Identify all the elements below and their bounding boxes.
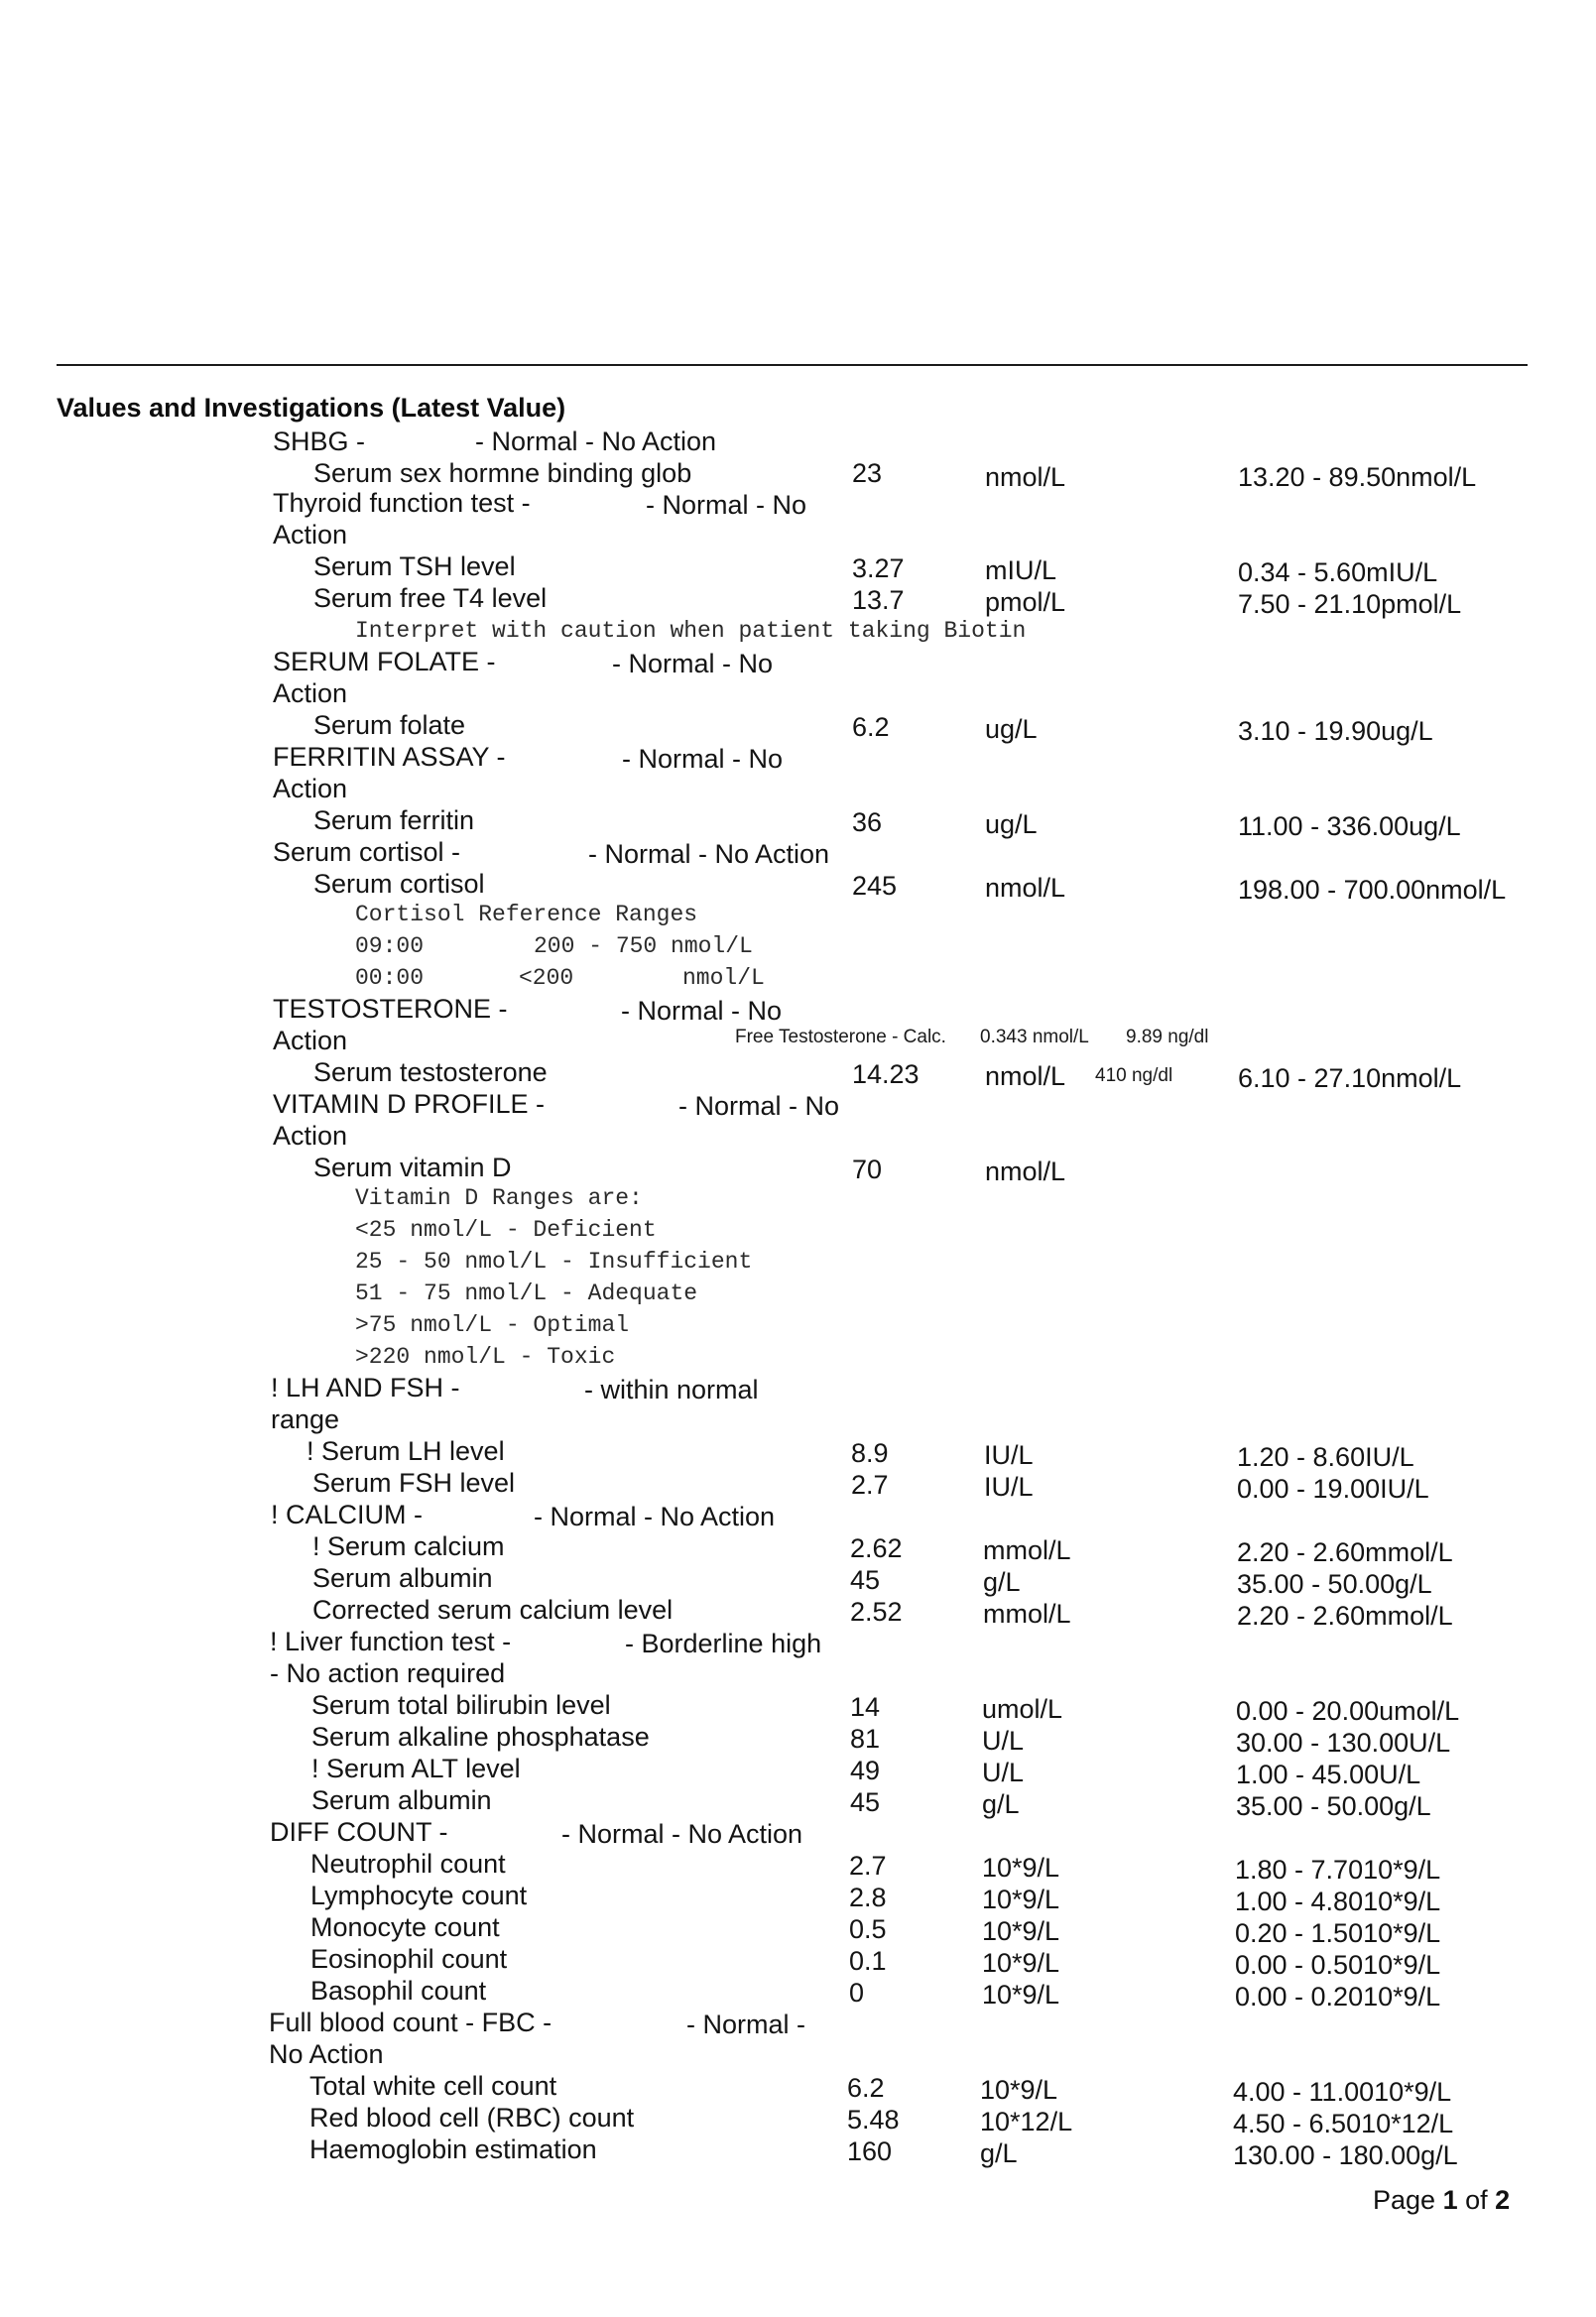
- reference-range: 0.00 - 19.00IU/L: [1237, 1474, 1429, 1504]
- group-heading: Full blood count - FBC -: [269, 2008, 552, 2037]
- test-unit: g/L: [980, 2138, 1018, 2168]
- group-heading: ! CALCIUM -: [271, 1500, 424, 1529]
- test-note: 200 - 750 nmol/L: [534, 933, 753, 959]
- test-note: 09:00: [355, 933, 425, 959]
- group-status: No Action: [269, 2039, 384, 2069]
- test-unit: 10*9/L: [982, 1948, 1060, 1978]
- test-value: 2.7: [849, 1851, 887, 1881]
- test-name: Serum alkaline phosphatase: [311, 1722, 650, 1752]
- handwritten-note: 410 ng/dl: [1095, 1065, 1173, 1086]
- section-title: Values and Investigations (Latest Value): [57, 393, 566, 423]
- test-value: 49: [850, 1756, 881, 1785]
- group-status: - Normal -: [686, 2010, 805, 2039]
- group-heading: SHBG -: [273, 427, 366, 456]
- group-status: range: [271, 1404, 340, 1434]
- test-note: >75 nmol/L - Optimal: [355, 1312, 630, 1338]
- test-name: ! Serum LH level: [307, 1436, 505, 1466]
- test-value: 6.2: [847, 2073, 885, 2103]
- test-unit: 10*9/L: [982, 1980, 1060, 2010]
- test-value: 81: [850, 1724, 881, 1754]
- test-unit: nmol/L: [985, 1061, 1066, 1091]
- page-total: 2: [1495, 2185, 1511, 2215]
- test-unit: U/L: [982, 1726, 1025, 1756]
- test-name: Eosinophil count: [310, 1944, 508, 1974]
- test-value: 23: [852, 458, 883, 488]
- page-of: of: [1465, 2185, 1488, 2215]
- group-status: Action: [273, 774, 348, 803]
- test-name: Neutrophil count: [310, 1849, 506, 1879]
- group-status: Action: [273, 678, 348, 708]
- reference-range: 1.20 - 8.60IU/L: [1237, 1442, 1414, 1472]
- reference-range: 1.00 - 45.00U/L: [1236, 1760, 1421, 1789]
- test-name: Monocyte count: [310, 1912, 500, 1942]
- test-unit: 10*9/L: [982, 1916, 1060, 1946]
- group-status: - Borderline high: [625, 1629, 822, 1658]
- reference-range: 1.00 - 4.8010*9/L: [1235, 1887, 1441, 1916]
- test-note: <200: [519, 965, 574, 991]
- group-heading: Thyroid function test -: [273, 488, 531, 518]
- test-unit: IU/L: [984, 1440, 1034, 1470]
- test-note: Vitamin D Ranges are:: [355, 1185, 643, 1211]
- test-note: 25 - 50 nmol/L - Insufficient: [355, 1249, 753, 1275]
- test-value: 2.8: [849, 1883, 887, 1912]
- test-value: 5.48: [847, 2105, 900, 2134]
- reference-range: 4.00 - 11.0010*9/L: [1233, 2077, 1452, 2107]
- group-heading: DIFF COUNT -: [270, 1817, 448, 1847]
- test-name: Lymphocyte count: [310, 1881, 528, 1910]
- test-name: Basophil count: [310, 1976, 487, 2006]
- test-note: Cortisol Reference Ranges: [355, 902, 698, 927]
- test-value: 8.9: [851, 1438, 889, 1468]
- group-heading: Serum cortisol -: [273, 837, 461, 867]
- group-status: Action: [273, 1026, 348, 1055]
- test-value: 13.7: [852, 585, 905, 615]
- group-heading: FERRITIN ASSAY -: [273, 742, 506, 772]
- group-status: - No action required: [270, 1658, 506, 1688]
- reference-range: 35.00 - 50.00g/L: [1236, 1791, 1431, 1821]
- reference-range: 7.50 - 21.10pmol/L: [1238, 589, 1462, 619]
- test-name: Serum sex hormne binding glob: [313, 458, 692, 488]
- test-name: Serum cortisol: [313, 869, 485, 899]
- test-note: nmol/L: [682, 965, 765, 991]
- group-status: - Normal - No: [646, 490, 807, 520]
- test-name: Haemoglobin estimation: [309, 2134, 597, 2164]
- test-name: Serum testosterone: [313, 1057, 548, 1087]
- page-word: Page: [1373, 2185, 1436, 2215]
- test-unit: ug/L: [985, 714, 1038, 744]
- group-heading: TESTOSTERONE -: [273, 994, 508, 1024]
- group-status: - Normal - No Action: [561, 1819, 803, 1849]
- test-value: 45: [850, 1565, 881, 1595]
- test-note: 00:00: [355, 965, 425, 991]
- reference-range: 2.20 - 2.60mmol/L: [1237, 1601, 1453, 1631]
- test-note: 51 - 75 nmol/L - Adequate: [355, 1280, 698, 1306]
- handwritten-note: 9.89 ng/dl: [1126, 1027, 1209, 1047]
- group-status: Action: [273, 1121, 348, 1151]
- test-value: 0: [849, 1978, 865, 2008]
- test-value: 2.7: [851, 1470, 889, 1500]
- test-unit: umol/L: [982, 1694, 1063, 1724]
- test-value: 14.23: [852, 1059, 920, 1089]
- test-name: Total white cell count: [309, 2071, 557, 2101]
- test-name: Serum free T4 level: [313, 583, 548, 613]
- test-value: 45: [850, 1787, 881, 1817]
- test-value: 0.5: [849, 1914, 887, 1944]
- group-status: - Normal - No: [678, 1091, 840, 1121]
- reference-range: 6.10 - 27.10nmol/L: [1238, 1063, 1462, 1093]
- group-heading: VITAMIN D PROFILE -: [273, 1089, 546, 1119]
- reference-range: 35.00 - 50.00g/L: [1237, 1569, 1432, 1599]
- test-note: Interpret with caution when patient taking Biotin: [355, 618, 1027, 644]
- page-current: 1: [1442, 2185, 1458, 2215]
- reference-range: 0.20 - 1.5010*9/L: [1235, 1918, 1441, 1948]
- reference-range: 13.20 - 89.50nmol/L: [1238, 462, 1477, 492]
- test-unit: IU/L: [984, 1472, 1034, 1502]
- group-status: - Normal - No: [612, 649, 774, 678]
- test-name: Serum TSH level: [313, 551, 516, 581]
- test-value: 70: [852, 1155, 883, 1184]
- reference-range: 30.00 - 130.00U/L: [1236, 1728, 1451, 1758]
- reference-range: 0.00 - 0.5010*9/L: [1235, 1950, 1441, 1980]
- test-unit: mIU/L: [985, 555, 1057, 585]
- test-name: Red blood cell (RBC) count: [309, 2103, 635, 2133]
- group-heading: SERUM FOLATE -: [273, 647, 496, 676]
- test-unit: g/L: [983, 1567, 1021, 1597]
- group-status: - Normal - No: [621, 996, 783, 1026]
- test-value: 0.1: [849, 1946, 887, 1976]
- test-unit: mmol/L: [983, 1599, 1071, 1629]
- reference-range: 130.00 - 180.00g/L: [1233, 2140, 1458, 2170]
- reference-range: 198.00 - 700.00nmol/L: [1238, 875, 1507, 905]
- test-unit: U/L: [982, 1758, 1025, 1787]
- handwritten-note: 0.343 nmol/L: [980, 1027, 1089, 1047]
- group-status: - Normal - No Action: [588, 839, 830, 869]
- group-status: - within normal: [584, 1375, 759, 1404]
- handwritten-note: Free Testosterone - Calc.: [735, 1027, 946, 1047]
- test-name: Corrected serum calcium level: [312, 1595, 674, 1625]
- test-note: <25 nmol/L - Deficient: [355, 1217, 657, 1243]
- group-status: - Normal - No: [622, 744, 784, 774]
- header-divider: [57, 364, 1528, 366]
- test-unit: 10*9/L: [980, 2075, 1058, 2105]
- test-unit: nmol/L: [985, 1157, 1066, 1186]
- reference-range: 4.50 - 6.5010*12/L: [1233, 2109, 1454, 2138]
- test-name: Serum FSH level: [312, 1468, 516, 1498]
- test-value: 3.27: [852, 553, 905, 583]
- group-status: Action: [273, 520, 348, 549]
- test-value: 6.2: [852, 712, 890, 742]
- test-name: ! Serum calcium: [312, 1531, 505, 1561]
- test-name: Serum albumin: [312, 1563, 493, 1593]
- reference-range: 2.20 - 2.60mmol/L: [1237, 1537, 1453, 1567]
- test-unit: mmol/L: [983, 1535, 1071, 1565]
- test-unit: 10*9/L: [982, 1853, 1060, 1883]
- test-name: ! Serum ALT level: [311, 1754, 521, 1783]
- test-unit: pmol/L: [985, 587, 1066, 617]
- reference-range: 3.10 - 19.90ug/L: [1238, 716, 1433, 746]
- reference-range: 0.00 - 20.00umol/L: [1236, 1696, 1460, 1726]
- reference-range: 1.80 - 7.7010*9/L: [1235, 1855, 1441, 1885]
- group-heading: ! Liver function test -: [270, 1627, 512, 1656]
- test-value: 2.52: [850, 1597, 903, 1627]
- test-value: 245: [852, 871, 898, 901]
- test-unit: 10*9/L: [982, 1885, 1060, 1914]
- page-indicator: [1373, 2185, 1510, 2216]
- group-status: - Normal - No Action: [475, 427, 717, 456]
- test-value: 160: [847, 2136, 893, 2166]
- test-name: Serum total bilirubin level: [311, 1690, 611, 1720]
- test-value: 36: [852, 807, 883, 837]
- group-status: - Normal - No Action: [534, 1502, 776, 1531]
- test-unit: g/L: [982, 1789, 1020, 1819]
- reference-range: 0.34 - 5.60mIU/L: [1238, 557, 1438, 587]
- test-name: Serum vitamin D: [313, 1153, 512, 1182]
- reference-range: 0.00 - 0.2010*9/L: [1235, 1982, 1441, 2012]
- test-unit: nmol/L: [985, 873, 1066, 903]
- group-heading: ! LH AND FSH -: [271, 1373, 460, 1402]
- test-name: Serum ferritin: [313, 805, 475, 835]
- test-note: >220 nmol/L - Toxic: [355, 1344, 616, 1370]
- test-value: 14: [850, 1692, 881, 1722]
- test-unit: ug/L: [985, 809, 1038, 839]
- test-unit: 10*12/L: [980, 2107, 1073, 2136]
- test-value: 2.62: [850, 1533, 903, 1563]
- test-name: Serum folate: [313, 710, 466, 740]
- test-name: Serum albumin: [311, 1785, 492, 1815]
- reference-range: 11.00 - 336.00ug/L: [1238, 811, 1461, 841]
- test-unit: nmol/L: [985, 462, 1066, 492]
